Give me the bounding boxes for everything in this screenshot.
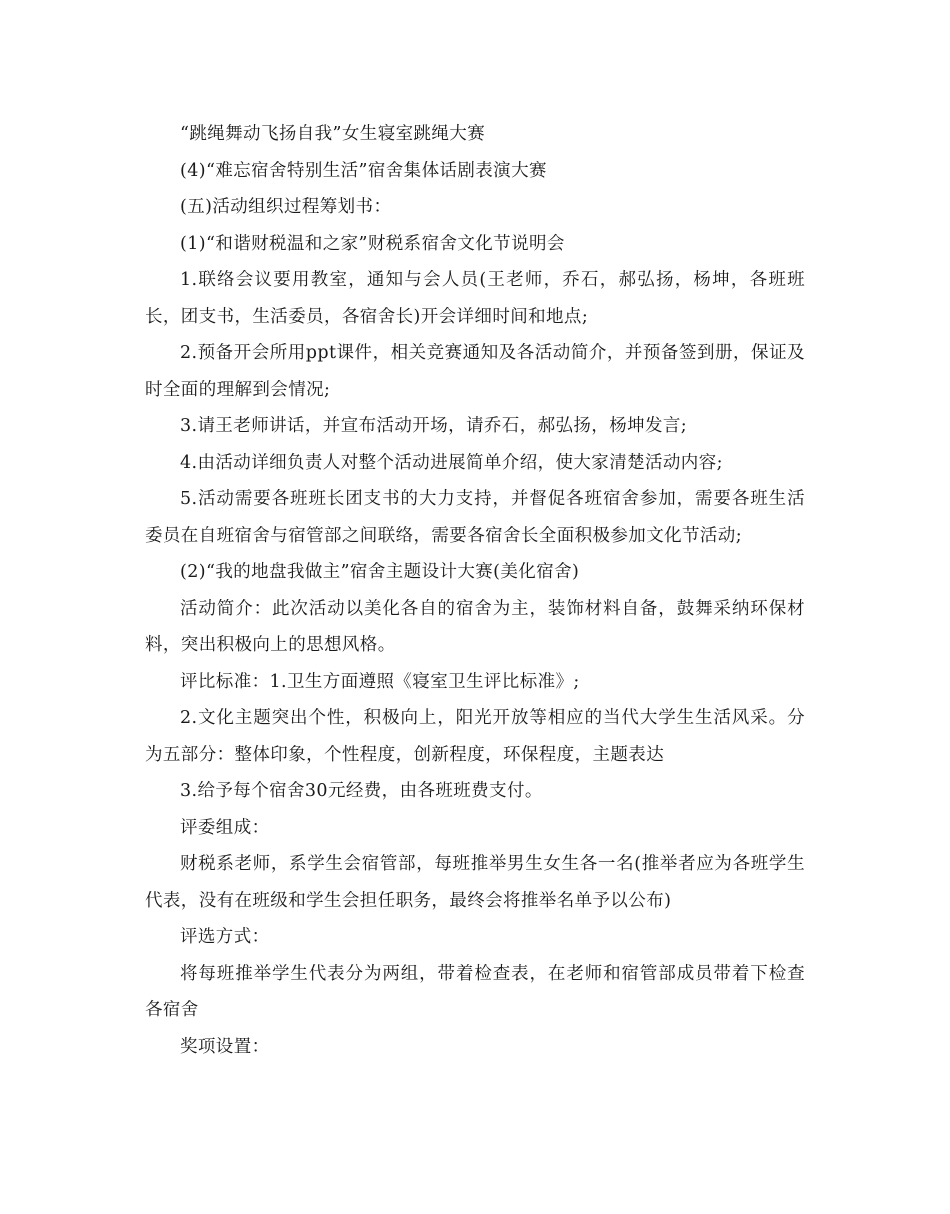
paragraph-rope-skipping-contest: “跳绳舞动飞扬自我”女生寝室跳绳大赛 (180, 124, 486, 144)
paragraph-step-3: 3.请王老师讲话，并宣布活动开场，请乔石，郝弘扬，杨坤发言; (180, 416, 688, 436)
paragraph-step-5: 5.活动需要各班班长团支书的大力支持，并督促各班宿舍参加，需要各班生活委员在自班宿舍与宿管部之间联络，需要各宿舍长全面积极参加文化节活动; (145, 489, 805, 546)
paragraph-step-2: 2.预备开会所用ppt课件，相关竞赛通知及各活动简介，并预备签到册，保证及时全面的理解到会情况; (145, 343, 805, 400)
paragraph-briefing-session-title: (1)“和谐财税温和之家”财税系宿舍文化节说明会 (180, 233, 565, 254)
paragraph-judges-heading: 评委组成： (180, 817, 270, 838)
paragraph-step-1: 1.联络会议要用教室，通知与会人员(王老师，乔石，郝弘扬，杨坤，各班班长，团支书，生活委员，各宿舍长)开会详细时间和地点; (145, 270, 805, 327)
paragraph-criteria-1: 评比标准：1.卫生方面遵照《寝室卫生评比标准》; (180, 671, 580, 692)
paragraph-selection-heading: 评选方式： (180, 927, 270, 947)
paragraph-criteria-2: 2.文化主题突出个性，积极向上，阳光开放等相应的当代大学生生活风采。分为五部分：整体印象，个性程度，创新程度，环保程度，主题表达 (145, 708, 805, 765)
paragraph-step-4: 4.由活动详细负责人对整个活动进展简单介绍，使大家清楚活动内容; (180, 452, 723, 473)
paragraph-awards-heading: 奖项设置： (180, 1036, 270, 1057)
section-heading-organization-plan: (五)活动组织过程筹划书： (180, 197, 392, 217)
paragraph-judges-detail: 财税系老师，系学生会宿管部，每班推举男生女生各一名(推举者应为各班学生代表，没有在班级和学生会担任职务，最终会将推举名单予以公布) (145, 854, 805, 911)
paragraph-selection-detail: 将每班推举学生代表分为两组，带着检查表，在老师和宿管部成员带着下检查各宿舍 (145, 963, 805, 1020)
paragraph-activity-intro: 活动简介：此次活动以美化各自的宿舍为主，装饰材料自备，鼓舞采纳环保材料，突出积极向上的思想风格。 (145, 598, 805, 655)
paragraph-design-contest-title: (2)“我的地盘我做主”宿舍主题设计大赛(美化宿舍) (180, 562, 580, 582)
paragraph-drama-contest: (4)“难忘宿舍特别生活”宿舍集体话剧表演大赛 (180, 160, 547, 181)
paragraph-criteria-3: 3.给予每个宿舍30元经费，由各班班费支付。 (180, 781, 543, 801)
document-body (145, 116, 805, 1065)
